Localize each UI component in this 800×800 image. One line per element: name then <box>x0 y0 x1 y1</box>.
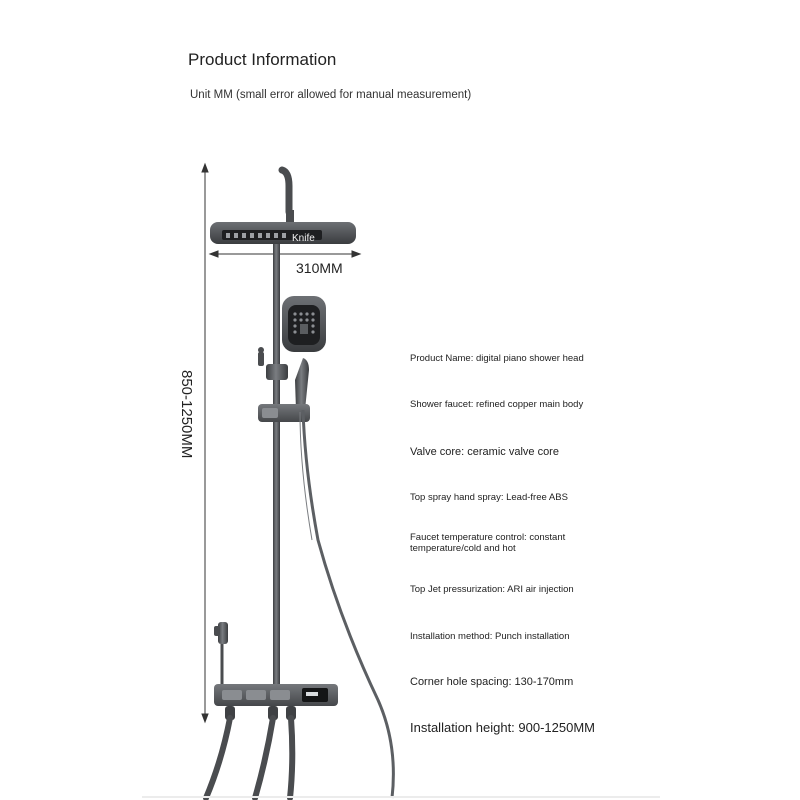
unit-note: Unit MM (small error allowed for manual measurement) <box>190 89 472 101</box>
shower-hose <box>303 410 393 798</box>
shower-riser-pipe <box>273 236 280 686</box>
head-width-label: 310MM <box>296 260 343 276</box>
height-range-label: 850-1250MM <box>178 370 195 459</box>
rain-shower-head <box>210 210 356 244</box>
bidet-sprayer <box>214 622 228 686</box>
wall-connectors <box>225 706 296 720</box>
hand-shower <box>282 296 326 410</box>
width-dimension-line <box>210 251 360 257</box>
spec-valve-core: Valve core: ceramic valve core <box>410 446 559 458</box>
spec-product-name: Product Name: digital piano shower head <box>410 353 584 364</box>
spec-corner-hole-spacing: Corner hole spacing: 130-170mm <box>410 676 574 688</box>
control-panel-bar <box>214 684 338 706</box>
height-dimension-line <box>202 164 208 722</box>
spec-pressurization: Top Jet pressurization: ARI air injection <box>410 584 574 595</box>
inlet-pipes <box>206 718 292 798</box>
spec-top-spray: Top spray hand spray: Lead-free ABS <box>410 492 568 503</box>
spec-installation-height: Installation height: 900-1250MM <box>410 720 596 735</box>
shower-arm <box>282 170 289 212</box>
page-title: Product Information <box>188 50 337 69</box>
bottom-divider <box>142 796 660 798</box>
spec-installation-method: Installation method: Punch installation <box>410 631 570 642</box>
head-label-text: Knife <box>292 233 315 244</box>
spec-temperature-control: Faucet temperature control: constant temperature/cold and hot <box>410 532 566 554</box>
spec-shower-faucet: Shower faucet: refined copper main body <box>410 399 584 410</box>
